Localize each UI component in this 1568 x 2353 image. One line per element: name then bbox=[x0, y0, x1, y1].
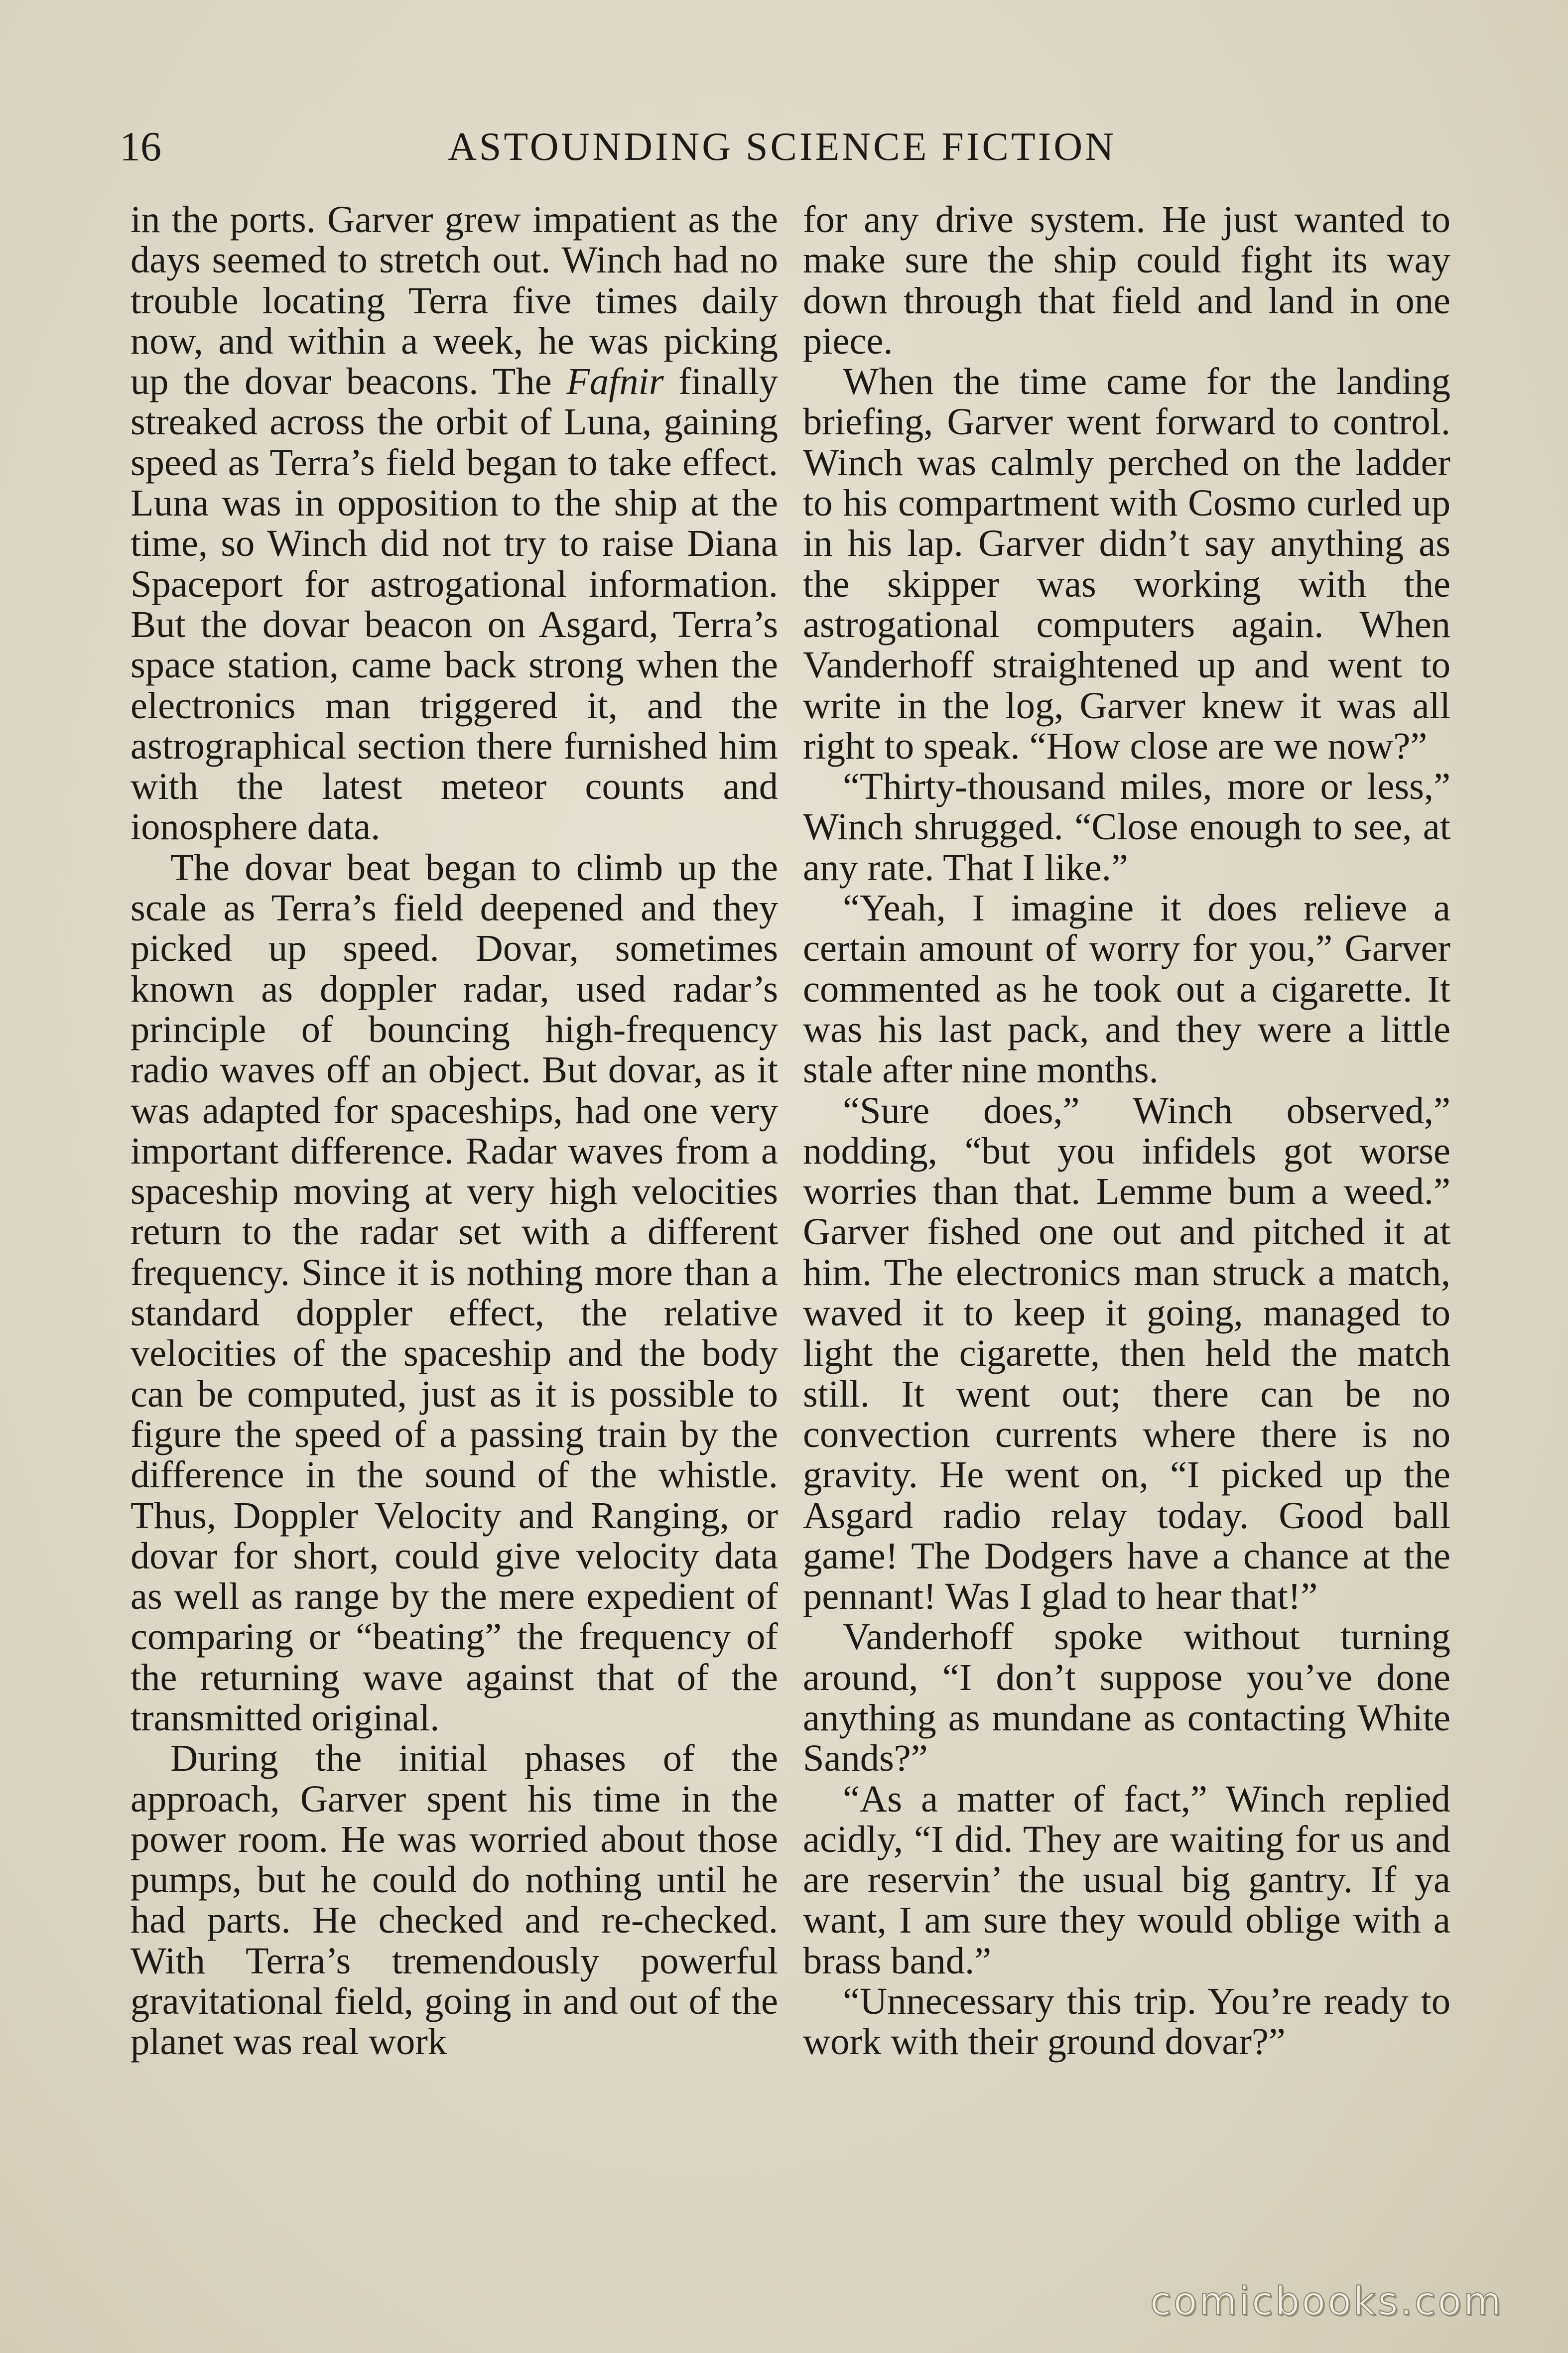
paragraph: During the initial phases of the approach, Garver spent his time in the power room. He was worried about those pumps, but he could do nothing until he had parts. He checked and re-checked. With Terra’s tremendously powerful gravitational field, going in and out of the planet was real work bbox=[131, 1737, 778, 2063]
paragraph: “Thirty-thousand miles, more or less,” Winch shrugged. “Close enough to see, at any rate. That I like.” bbox=[803, 765, 1450, 889]
running-head: ASTOUNDING SCIENCE FICTION bbox=[448, 125, 1116, 169]
page-number: 16 bbox=[120, 124, 161, 170]
page-header bbox=[120, 120, 1444, 174]
paragraph: “Unnecessary this trip. You’re ready to work with their ground dovar?” bbox=[803, 1980, 1450, 2063]
right-column bbox=[803, 199, 1450, 2062]
paragraph: The dovar beat began to climb up the scale as Terra’s field deepened and they picked up speed. Dovar, sometimes known as doppler radar, used radar’s principle of bouncing high-frequency radio waves off an object. But dovar, as it was adapted for spaceships, had one very important difference. Radar waves from a spaceship moving at very high velocities return to the radar set with a different frequency. Since it is nothing more than a standard doppler effect, the relative velocities of the spaceship and the body can be computed, just as it is possible to figure the speed of a passing train by the difference in the sound of the whistle. Thus, Doppler Velocity and Ranging, or dovar for short, could give velocity data as well as range by the mere expedient of comparing or “beating” the frequency of the returning wave against that of the transmitted original. bbox=[131, 846, 778, 1739]
paragraph: for any drive system. He just wanted to make sure the ship could fight its way down through that field and land in one piece. bbox=[803, 198, 1450, 362]
watermark: comicbooks.com bbox=[1150, 2279, 1503, 2324]
paragraph: in the ports. Garver grew impatient as the days seemed to stretch out. Winch had no trouble locating Terra five times daily now, and within a week, he was picking up the dovar beacons. The Fafnir finally streaked across the orbit of Luna, gaining speed as Terra’s field began to take effect. Luna was in opposition to the ship at the time, so Winch did not try to raise Diana Spaceport for astrogational information. But the dovar beacon on Asgard, Terra’s space station, came back strong when the electronics man triggered it, and the astrographical section there furnished him with the latest meteor counts and ionosphere data. bbox=[131, 198, 778, 848]
paragraph: When the time came for the landing briefing, Garver went forward to control. Winch was calmly perched on the ladder to his compartment with Cosmo curled up in his lap. Garver didn’t say anything as the skipper was working with the astrogational computers again. When Vanderhoff straightened up and went to write in the log, Garver knew it was all right to speak. “How close are we now?” bbox=[803, 360, 1450, 767]
paragraph: “As a matter of fact,” Winch replied acidly, “I did. They are waiting for us and are reservin’ the usual big gantry. If ya want, I am sure they would oblige with a brass band.” bbox=[803, 1777, 1450, 1982]
paragraph: “Yeah, I imagine it does relieve a certain amount of worry for you,” Garver commented as he took out a cigarette. It was his last pack, and they were a little stale after nine months. bbox=[803, 887, 1450, 1091]
paragraph: “Sure does,” Winch observed,” nodding, “but you infidels got worse worries than that. Lemme bum a weed.” Garver fished one out and pitched it at him. The electronics man struck a match, waved it to keep it going, managed to light the cigarette, then held the match still. It went out; there can be no convection currents where there is no gravity. He went on, “I picked up the Asgard radio relay today. Good ball game! The Dodgers have a chance at the pennant! Was I glad to hear that!” bbox=[803, 1089, 1450, 1618]
ship-name: Fafnir bbox=[566, 360, 664, 403]
paragraph: Vanderhoff spoke without turning around, “I don’t suppose you’ve done anything as mundane as contacting White Sands?” bbox=[803, 1615, 1450, 1780]
left-column bbox=[131, 199, 778, 2062]
